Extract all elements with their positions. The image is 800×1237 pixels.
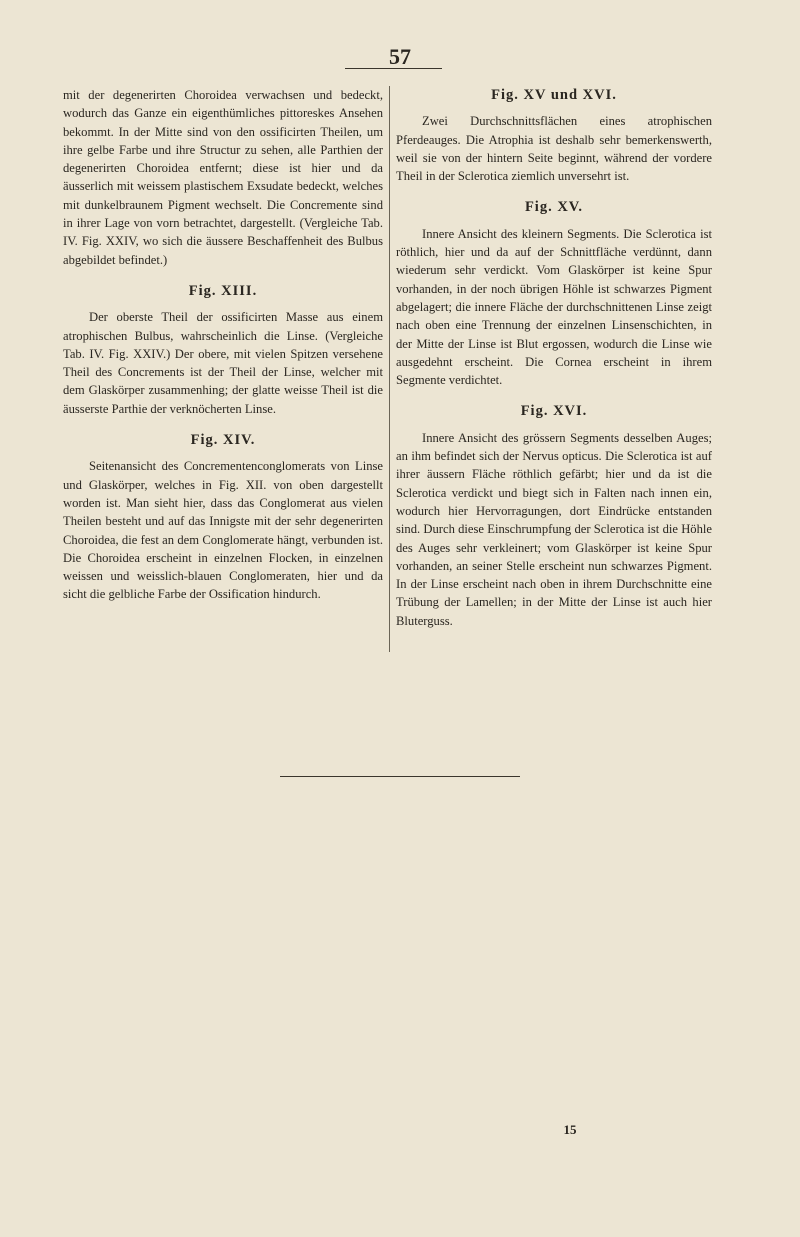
left-column [63, 86, 383, 604]
right-column [396, 86, 712, 630]
fig-xiv-paragraph: Seitenansicht des Concrementenconglomerats von Linse und Glaskörper, welches in Fig. XII. von oben dargestellt worden ist. Man sieht hier, dass das Conglomerat aus vielen Theilen besteht und auf das Innigste mit der sehr degenerirten Choroidea, die fest an dem Conglomerate hängt, verbunden ist. Die Choroidea erscheint in einzelnen Flocken, in einzelnen weissen und weisslich-blauen Conglomeraten, hier und da sicht die gelbliche Farbe der Ossification hindurch. [63, 459, 383, 602]
fig-xv-heading: Fig. XV. [524, 199, 584, 216]
intro-paragraph: mit der degenerirten Choroidea verwachsen und bedeckt, wodurch das Ganze ein eigenthümliches pittoreskes Ansehen bekommt. In der Mitte sind von den ossificirten Theilen, um ihre gelbe Farbe und ihre Structur zu sehen, alle Parthien der degenerirten Choroidea entfernt; diese ist hier und da äusserlich mit weissem plastischem Exsudate bedeckt, welches mit dunkelbraunem Pigment wechselt. Die Concremente sind in ihrer Lage von vorn betrachtet, dargestellt. (Vergleiche Tab. IV. Fig. XXIV, wo sich die äussere Beschaffenheit des Bulbus abgebildet befindet.) [63, 88, 383, 267]
page-number: 57 [389, 44, 411, 69]
fig-xv-xvi-heading: Fig. XV und XVI. [491, 87, 617, 103]
fig-xv-paragraph: Innere Ansicht des kleinern Segments. Die Sclerotica ist röthlich, hier und da auf der Schnittfläche verdünnt, dann wiederum sehr verdickt. Vom Glaskörper ist keine Spur vorhanden, in der noch übrigen Höhle ist schwarzes Pigment abgelagert; die innere Fläche der durchschnittenen Linse zeigt nach oben eine Trennung der einzelnen Linsenschichten, in der Mitte der Linse ist Blut ergossen, wodurch die Linse wie ausgedehnt erscheint. Die Cornea erscheint in ihrem Segmente verdichtet. [396, 226, 712, 388]
signature-mark: 15 [563, 1122, 577, 1137]
footer-rule [280, 776, 520, 777]
fig-xiv-heading: Fig. XIV. [190, 432, 256, 449]
column-divider [389, 86, 390, 652]
fig-xvi-heading: Fig. XVI. [520, 403, 588, 420]
header-rule [345, 68, 442, 69]
fig-xv-xvi-paragraph: Zwei Durchschnittsflächen eines atrophischen Pferdeauges. Die Atrophia ist deshalb sehr bemerkenswerth, weil sie von der hintern Seite beginnt, während der vordere Theil in der Sclerotica ziemlich unversehrt ist. [396, 114, 712, 184]
fig-xvi-paragraph: Innere Ansicht des grössern Segments desselben Auges; an ihm befindet sich der Nervus opticus. Die Sclerotica ist auf ihrer äussern Fläche röthlich gefärbt; hier und da ist die Sclerotica verdickt und biegt sich in Falten nach innen ein, wodurch hier Hervorragungen, dort Eindrücke entstanden sind. Durch diese Einschrumpfung der Sclerotica ist die Höhle des Auges sehr verkleinert; vom Glaskörper ist keine Spur vorhanden, an seiner Stelle erscheint nun schwarzes Pigment. In der Linse erscheint nach oben in ihrem Durchschnitte eine Trübung der Lamellen; in der Mitte der Linse ist auch hier Bluterguss. [396, 430, 712, 628]
fig-xiii-heading: Fig. XIII. [188, 282, 258, 299]
fig-xiii-paragraph: Der oberste Theil der ossificirten Masse aus einem atrophischen Bulbus, wahrscheinlich die Linse. (Vergleiche Tab. IV. Fig. XXIV.) Der obere, mit vielen Spitzen versehene Theil des Concrements ist der Theil der Linse, welcher mit dem Glaskörper zusammenhing; der glatte weisse Theil ist die äusserste Parthie der verknöcherten Linse. [63, 310, 383, 416]
